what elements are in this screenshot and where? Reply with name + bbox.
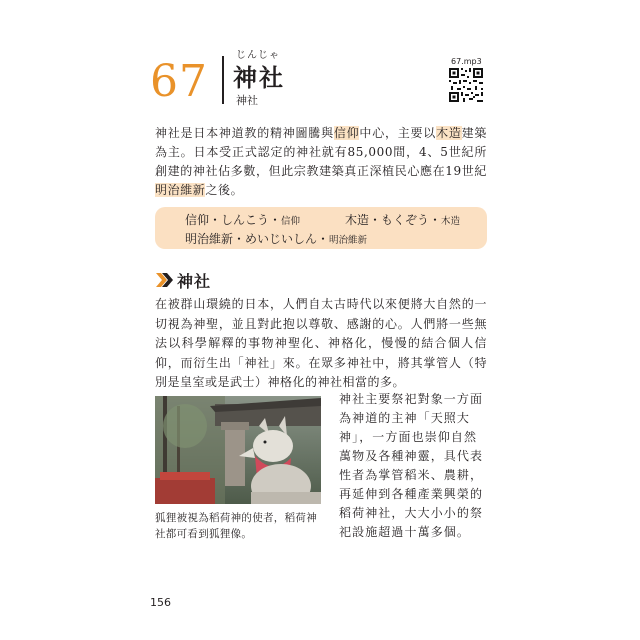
title-ruby: じんじゃ [236,50,280,61]
double-chevron-right-icon [155,271,173,289]
section-paragraph: 在被群山環繞的日本，人們自太古時代以來便將大自然的一切視為神聖，並且對此抱以尊敬、感謝的心。人們將一些無法以科學解釋的事物神聖化、神格化，慢慢的結合個人信仰，而衍生出「神社」來。在眾多神社中，將其掌管人（特別是皇室或是武士）神格化的神社相當的多。 [155,297,487,389]
highlight-word: 信仰 [333,126,360,140]
title-divider [222,56,224,104]
vocab-item: 明治維新・めいじいしん・明治維新 [185,232,368,246]
page-subtitle: 神社 [236,94,258,107]
highlight-word: 木造 [436,126,462,140]
page-number: 156 [150,596,171,609]
section-heading-label: 神社 [177,271,212,291]
intro-paragraph: 神社是日本神道教的精神圖騰與信仰中心，主要以木造建築為主。日本受正式認定的神社就有85,000間，4、5世紀所創建的神社佔多數，但此宗教建築真正深植民心應在19世紀明治維新之後。 [155,126,488,197]
highlight-word: 明治維新 [155,183,206,197]
vocab-item: 信仰・しんこう・信仰 [185,213,301,227]
vocab-item: 木造・もくぞう・木造 [345,213,461,227]
fox-statue-photo [155,396,321,504]
side-paragraph: 神社主要祭祀對象一方面為神道的主神「天照大神」，一方面也崇仰自然萬物及各種神靈，具代表性者為掌管稻米、農耕，再延伸到各種產業興榮的稻荷神社，大大小小的祭祀設施超過十萬多個。 [339,392,484,539]
page-title: 神社 [233,64,285,92]
photo-caption: 狐狸被視為稻荷神的使者，稻荷神社都可看到狐狸像。 [155,512,317,540]
lesson-number: 67 [150,56,208,107]
qr-code-icon[interactable] [448,67,484,103]
audio-file-label: 67.mp3 [451,57,482,66]
vocab-box [155,207,487,249]
section-heading [155,268,211,292]
